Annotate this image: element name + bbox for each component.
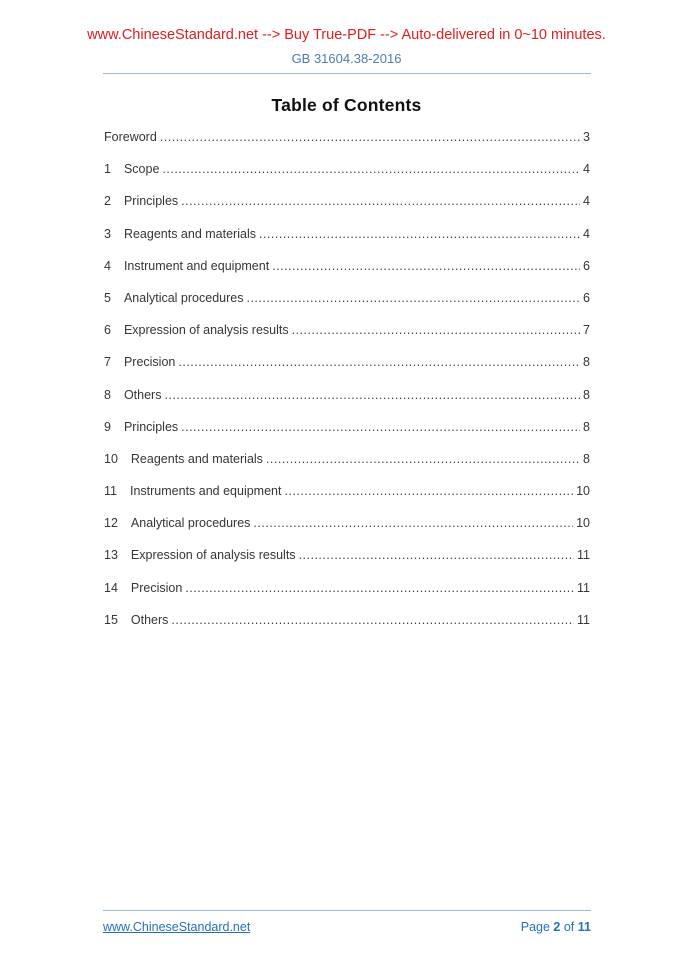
toc-entry[interactable] bbox=[104, 548, 590, 580]
toc-entry[interactable] bbox=[104, 130, 590, 162]
page-indicator-total: 11 bbox=[577, 920, 591, 934]
toc-entry[interactable] bbox=[104, 355, 590, 387]
toc-leader-dots bbox=[182, 581, 574, 595]
page-title: Table of Contents bbox=[271, 95, 422, 115]
toc-leader-dots bbox=[263, 452, 580, 466]
promo-banner: www.ChineseStandard.net --> Buy True-PDF --> Auto-delivered in 0~10 minutes. bbox=[87, 27, 606, 43]
page-indicator-prefix: Page bbox=[520, 920, 550, 934]
toc-leader-dots bbox=[178, 420, 580, 434]
toc-entry[interactable] bbox=[104, 420, 590, 452]
toc-entry-page: 11 bbox=[577, 580, 590, 595]
toc-entry-number: 6 bbox=[104, 323, 111, 338]
toc-entry-label: Expression of analysis results bbox=[123, 323, 289, 338]
toc-entry-page: 4 bbox=[583, 194, 590, 209]
toc-entry[interactable] bbox=[104, 194, 590, 226]
header-divider bbox=[103, 73, 591, 74]
toc-entry-number: 1 bbox=[104, 162, 111, 177]
toc-leader-dots bbox=[243, 291, 580, 305]
toc-leader-dots bbox=[175, 355, 580, 369]
toc-entry-number: 9 bbox=[104, 419, 111, 434]
toc-entry-label: Instruments and equipment bbox=[129, 484, 282, 499]
toc-entry-number: 7 bbox=[104, 355, 111, 370]
toc-entry[interactable] bbox=[104, 581, 590, 613]
toc-entry-number: 3 bbox=[104, 226, 111, 241]
toc-entry[interactable] bbox=[104, 613, 590, 645]
footer-link[interactable]: www.ChineseStandard.net bbox=[103, 920, 251, 934]
toc-entry-page: 10 bbox=[576, 484, 590, 499]
toc-entry-number: 2 bbox=[104, 194, 111, 209]
toc-entry-number: 11 bbox=[104, 484, 117, 499]
toc-entry-number: 10 bbox=[104, 451, 118, 466]
toc-leader-dots bbox=[281, 484, 573, 498]
toc-entry-number: 13 bbox=[104, 548, 118, 563]
toc-entry-page: 8 bbox=[583, 419, 590, 434]
page-footer bbox=[103, 910, 591, 934]
toc-entry-page: 6 bbox=[583, 290, 590, 305]
toc-entry-label: Principles bbox=[123, 419, 179, 434]
toc-entry-page: 10 bbox=[576, 516, 590, 531]
footer-row bbox=[103, 920, 591, 934]
toc-entry-label: Precision bbox=[130, 580, 183, 595]
toc-entry-label: Analytical procedures bbox=[123, 290, 244, 305]
toc-entry-page: 4 bbox=[583, 162, 590, 177]
toc-entry-page: 3 bbox=[583, 130, 590, 144]
toc-list bbox=[104, 130, 590, 645]
page-indicator bbox=[521, 920, 591, 934]
toc-leader-dots bbox=[269, 259, 580, 273]
toc-leader-dots bbox=[256, 227, 580, 241]
toc-entry-page: 11 bbox=[577, 548, 590, 563]
toc-entry-number: 8 bbox=[104, 387, 111, 402]
toc-entry-label: Expression of analysis results bbox=[130, 548, 296, 563]
toc-leader-dots bbox=[168, 613, 574, 627]
toc-entry-page: 7 bbox=[583, 323, 590, 338]
toc-entry[interactable] bbox=[104, 291, 590, 323]
toc-entry-page: 8 bbox=[583, 387, 590, 402]
toc-entry-number: 14 bbox=[104, 580, 118, 595]
toc-entry[interactable] bbox=[104, 323, 590, 355]
toc-entry-page: 11 bbox=[577, 612, 590, 627]
toc-entry-label: Reagents and materials bbox=[130, 451, 263, 466]
toc-entry[interactable] bbox=[104, 259, 590, 291]
toc-entry-label: Instrument and equipment bbox=[123, 258, 270, 273]
footer-divider bbox=[103, 910, 591, 911]
toc-entry-number: 12 bbox=[104, 516, 118, 531]
toc-entry[interactable] bbox=[104, 388, 590, 420]
toc-leader-dots bbox=[161, 388, 580, 402]
toc-entry-page: 8 bbox=[583, 355, 590, 370]
toc-entry-label: Analytical procedures bbox=[130, 516, 251, 531]
toc-leader-dots bbox=[178, 194, 580, 208]
toc-entry-page: 6 bbox=[583, 258, 590, 273]
toc-entry-page: 4 bbox=[583, 226, 590, 241]
toc-leader-dots bbox=[157, 130, 580, 144]
page-indicator-of: of bbox=[563, 920, 575, 934]
toc-entry[interactable] bbox=[104, 227, 590, 259]
toc-entry[interactable] bbox=[104, 516, 590, 548]
toc-entry-number: 4 bbox=[104, 258, 111, 273]
toc-entry-label: Others bbox=[123, 387, 162, 402]
toc-entry-label: Foreword bbox=[104, 130, 157, 144]
toc-entry-number: 5 bbox=[104, 290, 111, 305]
toc-entry-label: Reagents and materials bbox=[123, 226, 256, 241]
toc-entry[interactable] bbox=[104, 452, 590, 484]
toc-entry-label: Scope bbox=[123, 162, 160, 177]
toc-leader-dots bbox=[159, 162, 580, 176]
toc-entry-number: 15 bbox=[104, 612, 118, 627]
toc-entry[interactable] bbox=[104, 484, 590, 516]
toc-entry-label: Others bbox=[130, 612, 169, 627]
toc-entry-page: 8 bbox=[583, 451, 590, 466]
toc-leader-dots bbox=[250, 516, 573, 530]
toc-entry-label: Principles bbox=[123, 194, 179, 209]
page-indicator-current: 2 bbox=[553, 920, 561, 934]
toc-leader-dots bbox=[296, 548, 574, 562]
standard-code: GB 31604.38-2016 bbox=[291, 51, 402, 66]
toc-entry-label: Precision bbox=[123, 355, 176, 370]
toc-leader-dots bbox=[289, 323, 580, 337]
toc-entry[interactable] bbox=[104, 162, 590, 194]
